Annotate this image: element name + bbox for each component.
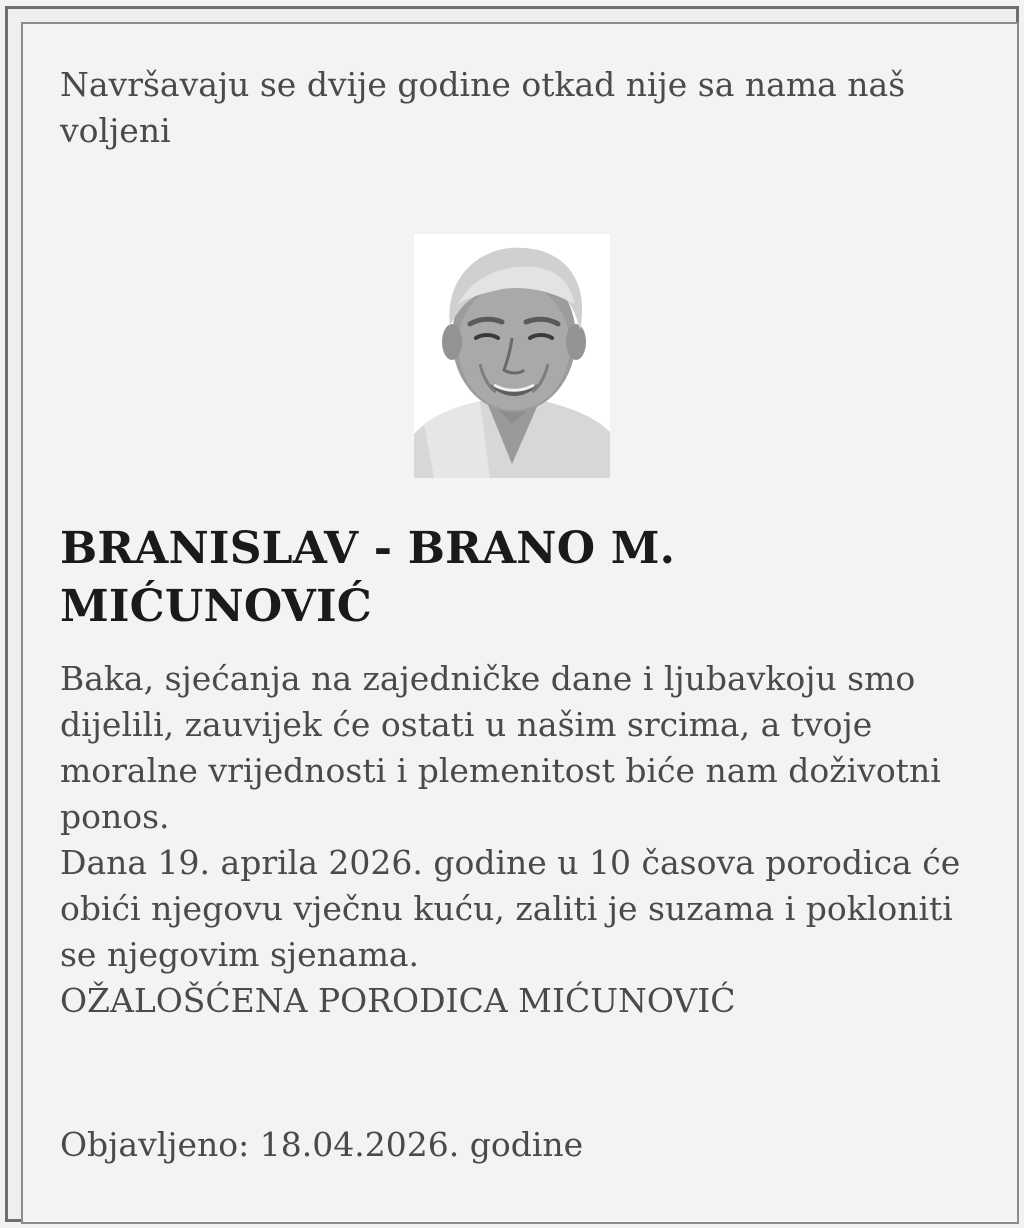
ceremony-details: Dana 19. aprila 2026. godine u 10 časova porodica će obići njegovu vječnu kuću, zaliti je suzama i pokloniti se njegovim sjenama.	[60, 843, 961, 974]
portrait-photo	[414, 234, 610, 478]
portrait-illustration	[414, 234, 610, 478]
published-date: Objavljeno: 18.04.2026. godine	[60, 1125, 584, 1164]
family-signature: OŽALOŠĆENA PORODICA MIĆUNOVIĆ	[60, 981, 736, 1020]
intro-text: Navršavaju se dvije godine otkad nije sa nama naš voljeni	[60, 65, 906, 150]
deceased-name: BRANISLAV - BRANO M. MIĆUNOVIĆ	[60, 523, 676, 632]
notice-body	[60, 656, 980, 1024]
memorial-message: Baka, sjećanja na zajedničke dane i ljubavkoju smo dijelili, zauvijek će ostati u našim srcima, a tvoje moralne vrijednosti i plemenitost biće nam doživotni ponos.	[60, 659, 941, 836]
